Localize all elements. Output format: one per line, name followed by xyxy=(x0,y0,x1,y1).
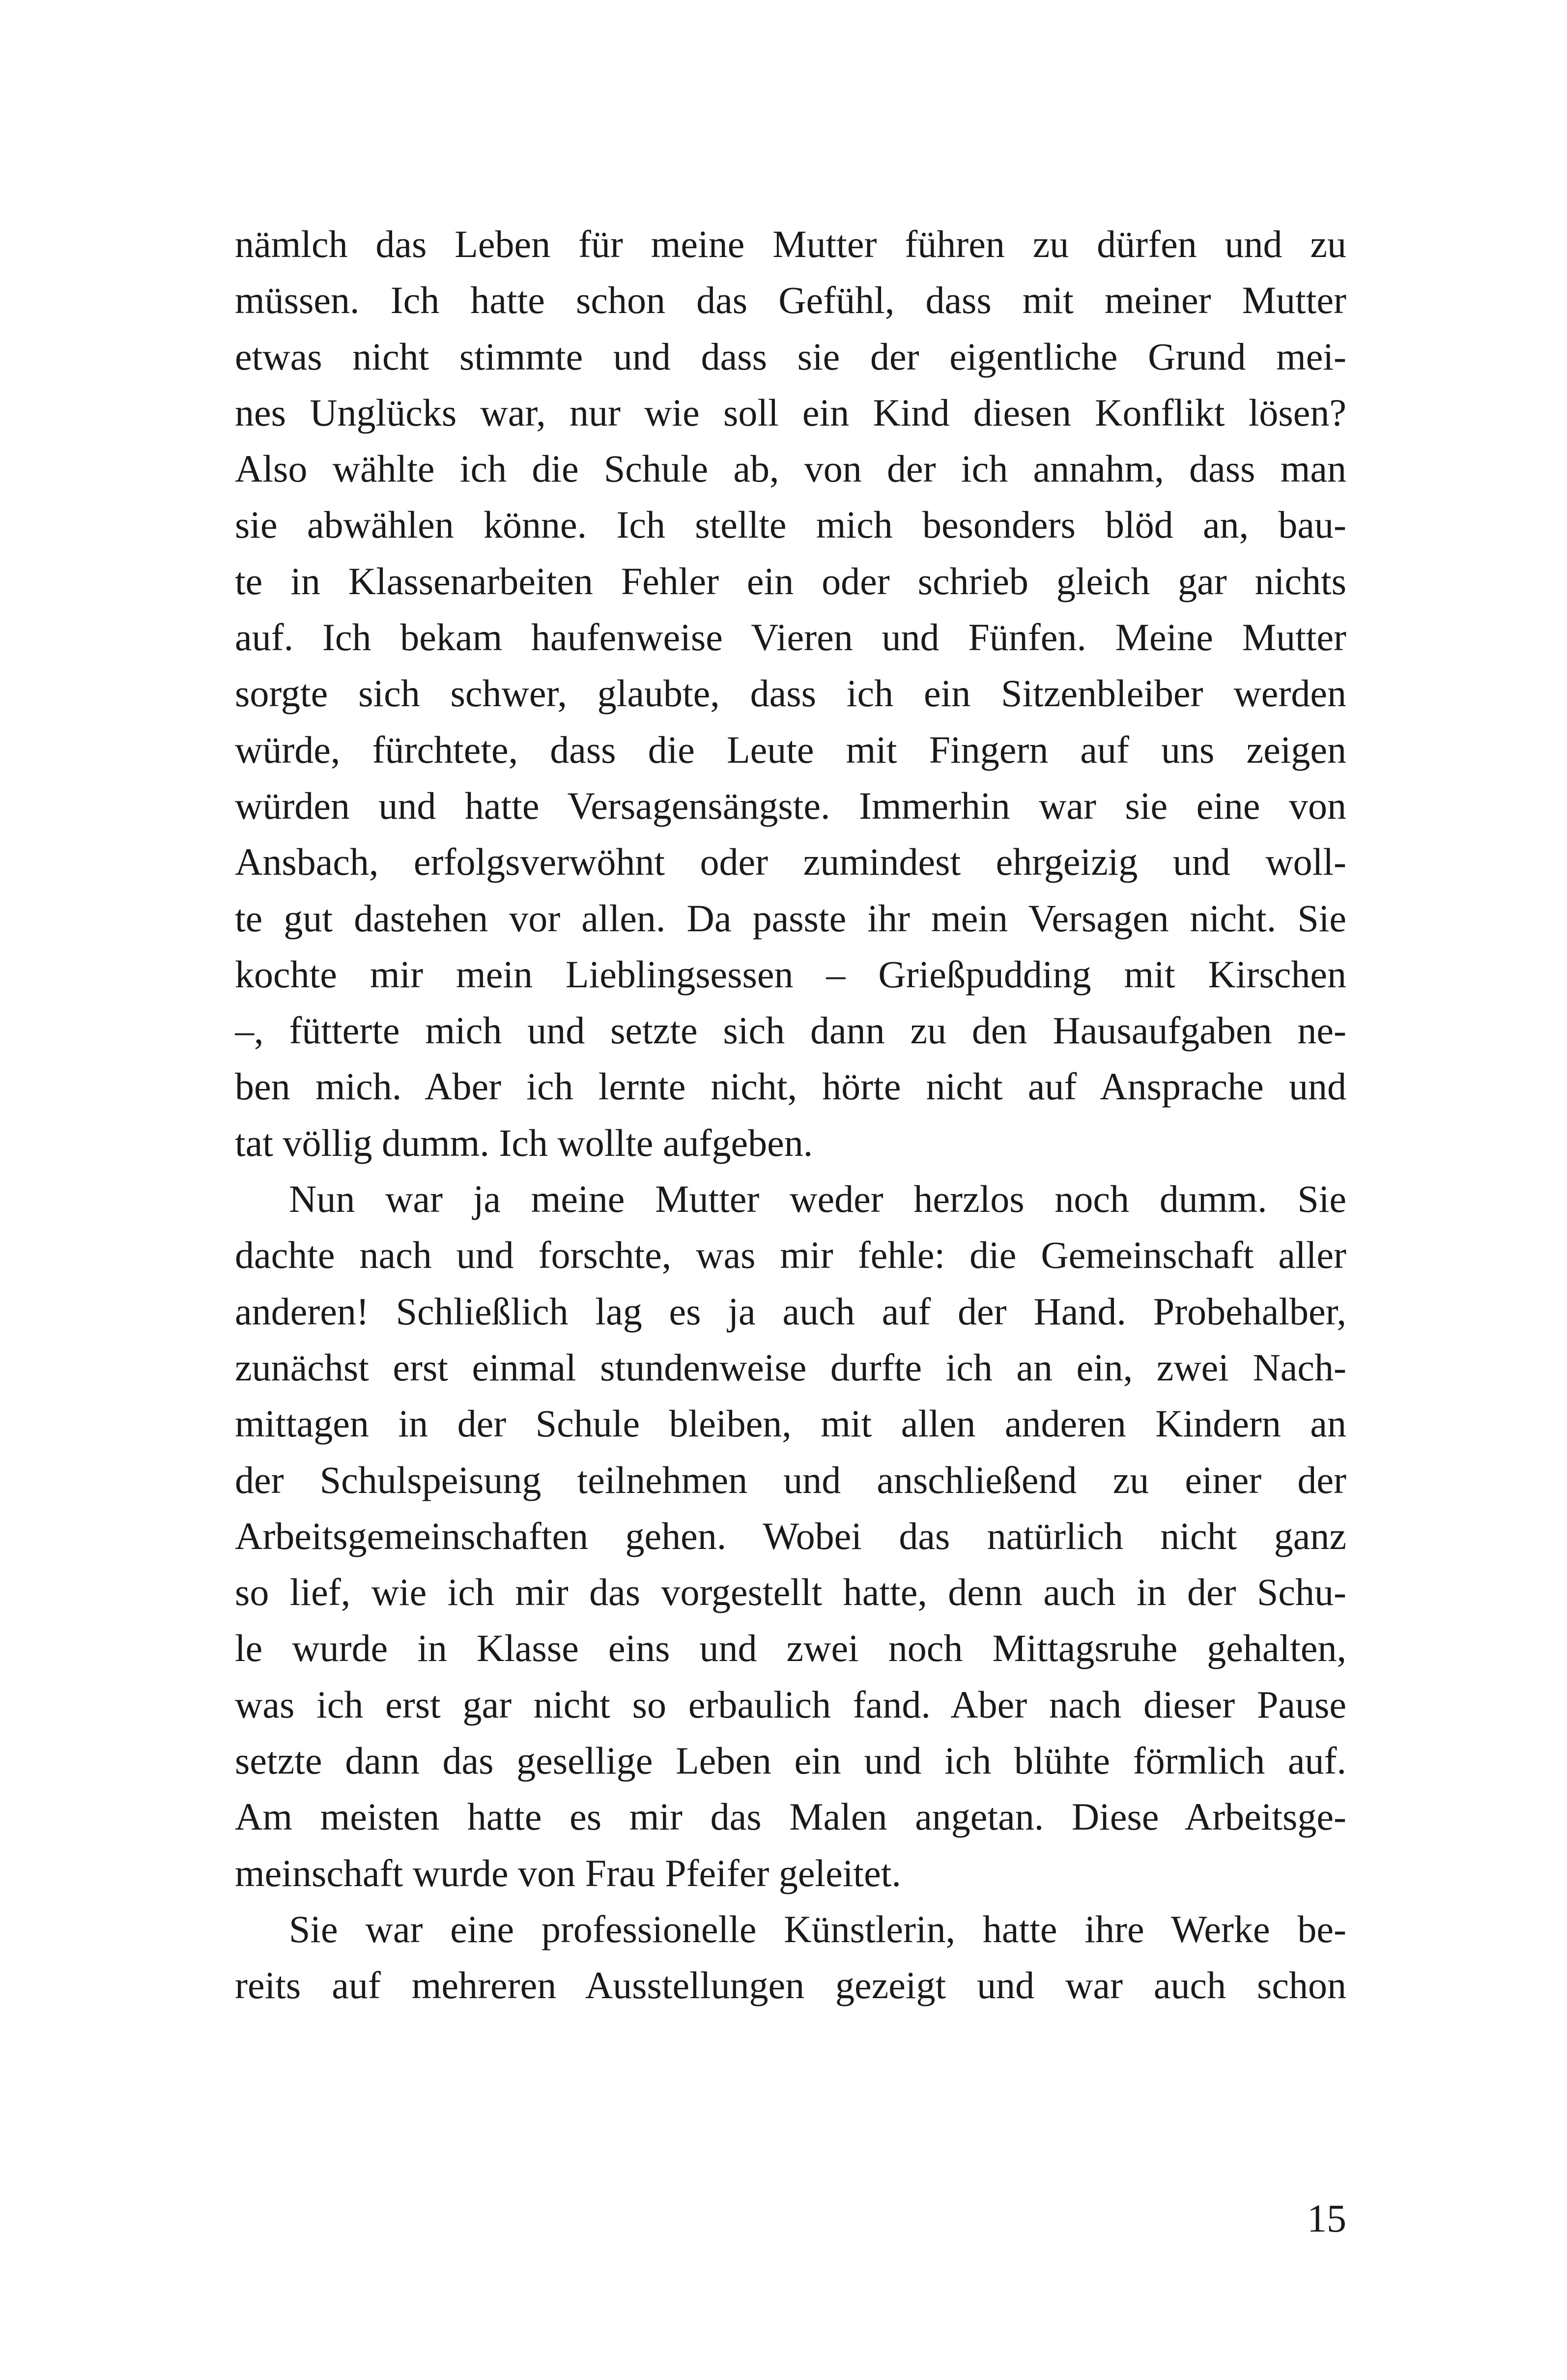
text-line: Nun war ja meine Mutter weder herzlos noch dumm. Sie xyxy=(289,1177,1346,1221)
text-line: sorgte sich schwer, glaubte, dass ich ein Sitzenbleiber werden xyxy=(235,672,1346,715)
text-line: anderen! Schließlich lag es ja auch auf der Hand. Probehalber, xyxy=(235,1290,1346,1333)
paragraph xyxy=(235,1901,1346,2014)
text-line: dachte nach und forschte, was mir fehle: die Gemeinschaft aller xyxy=(235,1233,1346,1277)
text-line: würden und hatte Versagensängste. Immerhin war sie eine von xyxy=(235,784,1346,827)
text-line: Am meisten hatte es mir das Malen angetan. Diese Arbeitsge- xyxy=(235,1795,1346,1838)
body-text xyxy=(235,216,1346,2014)
text-line: tat völlig dumm. Ich wollte aufgeben. xyxy=(235,1121,813,1164)
text-line: müssen. Ich hatte schon das Gefühl, dass mit meiner Mutter xyxy=(235,279,1346,322)
text-line: der Schulspeisung teilnehmen und anschließend zu einer der xyxy=(235,1458,1346,1501)
text-line: reits auf mehreren Ausstellungen gezeigt und war auch schon xyxy=(235,1964,1346,2007)
text-line: Also wählte ich die Schule ab, von der ich annahm, dass man xyxy=(235,447,1346,490)
text-line: sie abwählen könne. Ich stellte mich besonders blöd an, bau- xyxy=(235,503,1346,546)
text-line: Ansbach, erfolgsverwöhnt oder zumindest ehrgeizig und woll- xyxy=(235,840,1346,884)
text-line: so lief, wie ich mir das vorgestellt hatte, denn auch in der Schu- xyxy=(235,1571,1346,1614)
text-line: zunächst erst einmal stundenweise durfte ich an ein, zwei Nach- xyxy=(235,1346,1346,1389)
text-line: nes Unglücks war, nur wie soll ein Kind diesen Konflikt lösen? xyxy=(235,391,1346,434)
text-line: Arbeitsgemeinschaften gehen. Wobei das natürlich nicht ganz xyxy=(235,1514,1346,1557)
text-line: etwas nicht stimmte und dass sie der eigentliche Grund mei- xyxy=(235,335,1346,378)
paragraph xyxy=(235,1171,1346,1901)
text-line: ben mich. Aber ich lernte nicht, hörte nicht auf Ansprache und xyxy=(235,1065,1346,1108)
text-line: kochte mir mein Lieblingsessen – Grießpudding mit Kirschen xyxy=(235,952,1346,996)
page-number: 15 xyxy=(1307,2197,1346,2240)
text-line: Sie war eine professionelle Künstlerin, hatte ihre Werke be- xyxy=(289,1907,1346,1950)
text-line: auf. Ich bekam haufenweise Vieren und Fünfen. Meine Mutter xyxy=(235,616,1346,659)
paragraph xyxy=(235,216,1346,1171)
text-line: würde, fürchtete, dass die Leute mit Fingern auf uns zeigen xyxy=(235,728,1346,771)
text-line: –, fütterte mich und setzte sich dann zu den Hausaufgaben ne- xyxy=(235,1009,1346,1052)
text-line: le wurde in Klasse eins und zwei noch Mittagsruhe gehalten, xyxy=(235,1627,1346,1670)
text-line: te gut dastehen vor allen. Da passte ihr mein Versagen nicht. Sie xyxy=(235,896,1346,940)
text-line: te in Klassenarbeiten Fehler ein oder schrieb gleich gar nichts xyxy=(235,559,1346,602)
text-line: was ich erst gar nicht so erbaulich fand. Aber nach dieser Pause xyxy=(235,1683,1346,1726)
text-line: setzte dann das gesellige Leben ein und ich blühte förmlich auf. xyxy=(235,1739,1346,1782)
text-line: nämlch das Leben für meine Mutter führen zu dürfen und zu xyxy=(235,223,1346,265)
text-line: mittagen in der Schule bleiben, mit allen anderen Kindern an xyxy=(235,1402,1346,1445)
text-line: meinschaft wurde von Frau Pfeifer geleitet. xyxy=(235,1851,901,1894)
